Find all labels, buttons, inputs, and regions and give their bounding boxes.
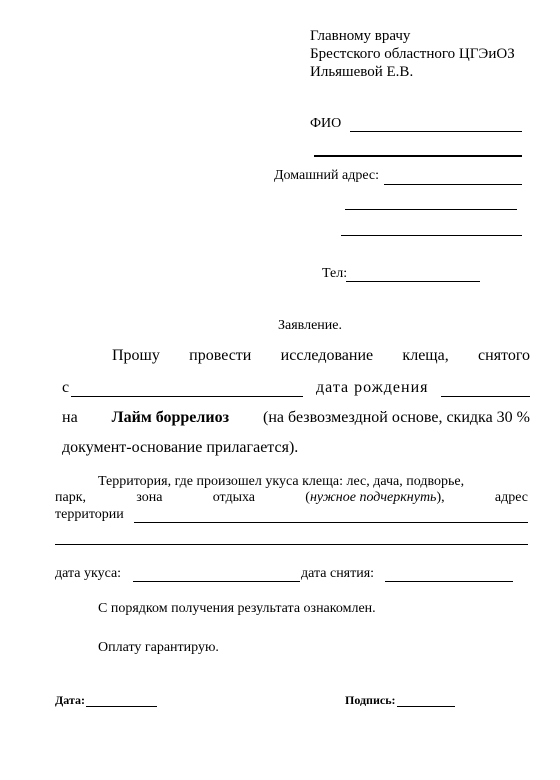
signature-field[interactable] <box>397 706 455 707</box>
territory-hint-italic: нужное подчеркнуть <box>309 490 437 505</box>
territory-hint-open: ( <box>305 490 310 505</box>
territory-zona: зона <box>136 490 163 505</box>
territory-address-field-2[interactable] <box>55 544 528 545</box>
para1-line1 <box>112 347 530 365</box>
address-field-3[interactable] <box>341 235 522 236</box>
fio-field-2[interactable] <box>314 155 522 157</box>
territory-adres: адрес <box>494 490 528 505</box>
territory-hint <box>305 490 444 506</box>
disease-name: Лайм боррелиоз <box>111 409 230 426</box>
dob-field[interactable] <box>441 396 530 397</box>
para1-rest: (на безвозмездной основе, скидка 30 % <box>263 409 530 426</box>
address-field-2[interactable] <box>345 209 517 210</box>
para1-line4: документ-основание прилагается). <box>62 439 299 456</box>
territory-line1: Территория, где произошел укуса клеща: лес, дача, подворье, <box>98 474 465 489</box>
recipient-line-1: Главному врачу <box>310 28 411 44</box>
fio-field[interactable] <box>350 131 522 132</box>
bite-date-label: дата укуса: <box>55 566 122 581</box>
removal-date-label: дата снятия: <box>301 566 375 581</box>
date-label: Дата: <box>55 693 85 707</box>
removal-date-field[interactable] <box>385 581 513 582</box>
territory-line3-label: территории <box>55 507 124 522</box>
territory-address-field[interactable] <box>134 522 528 523</box>
date-field[interactable] <box>86 706 157 707</box>
para1-line1-text: Прошу провести исследование клеща, снятого <box>112 347 530 364</box>
bite-date-field[interactable] <box>133 581 300 582</box>
fio-label: ФИО <box>310 116 342 131</box>
tick-owner-field[interactable] <box>71 396 303 397</box>
territory-line2 <box>55 490 528 506</box>
para1-c: с <box>62 379 70 396</box>
address-label: Домашний адрес: <box>274 168 380 183</box>
payment-text: Оплату гарантирую. <box>98 640 219 655</box>
dob-label: дата рождения <box>316 379 429 396</box>
phone-label: Тел: <box>322 266 348 281</box>
phone-field[interactable] <box>346 281 480 282</box>
address-field[interactable] <box>384 184 522 185</box>
para1-na: на <box>62 409 78 426</box>
recipient-line-2: Брестского областного ЦГЭиОЗ <box>310 46 515 62</box>
recipient-line-3: Ильяшевой Е.В. <box>310 64 414 80</box>
territory-hint-close: ), <box>436 490 445 505</box>
signature-label: Подпись: <box>345 693 396 707</box>
document-title: Заявление. <box>278 318 342 333</box>
territory-otdykha: отдыха <box>212 490 256 505</box>
para1-line3 <box>62 409 530 427</box>
acknowledged-text: С порядком получения результата ознакомлен. <box>98 601 376 616</box>
territory-park: парк, <box>55 490 87 505</box>
